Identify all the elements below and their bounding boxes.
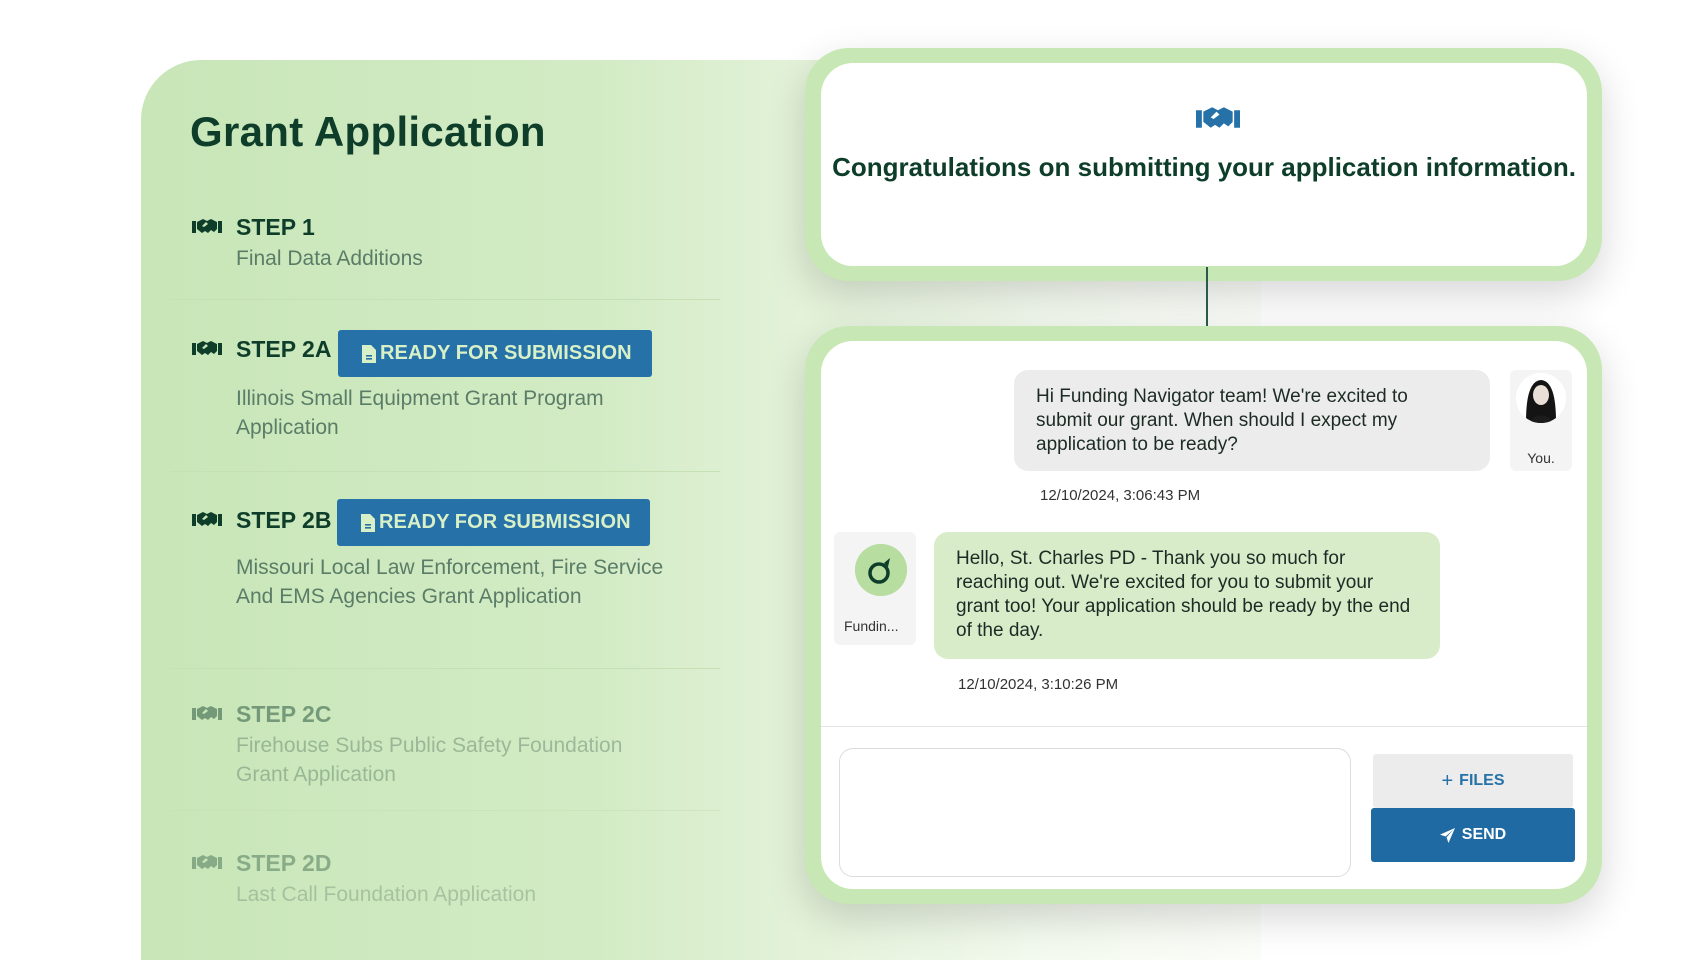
handshake-icon xyxy=(192,511,222,529)
divider xyxy=(170,668,720,669)
add-files-button[interactable] xyxy=(1373,754,1573,808)
user-avatar-block xyxy=(1510,370,1572,471)
step-description: Final Data Additions xyxy=(236,247,423,270)
page-title: Grant Application xyxy=(190,108,546,155)
user-avatar-icon xyxy=(1516,373,1566,423)
avatar xyxy=(1516,373,1566,423)
badge-label: READY FOR SUBMISSION xyxy=(380,342,632,364)
step-description: Illinois Small Equipment Grant Program Application xyxy=(236,387,604,439)
handshake-icon xyxy=(192,340,222,358)
handshake-icon xyxy=(1196,105,1240,133)
chat-card xyxy=(805,326,1602,904)
avatar xyxy=(855,544,907,596)
step-label: STEP 2B xyxy=(236,507,332,533)
step-label: STEP 2D xyxy=(236,850,332,876)
congrats-message: Congratulations on submitting your application information. xyxy=(832,152,1576,182)
ready-for-submission-badge[interactable] xyxy=(338,330,652,377)
document-icon xyxy=(361,514,375,532)
divider xyxy=(821,726,1587,727)
step-label: STEP 1 xyxy=(236,214,315,240)
funding-navigator-logo-icon xyxy=(855,544,907,596)
step-label: STEP 2C xyxy=(236,701,332,727)
user-name: You. xyxy=(1527,450,1555,466)
congrats-card-body xyxy=(821,63,1587,266)
divider xyxy=(170,471,720,472)
message-timestamp: 12/10/2024, 3:06:43 PM xyxy=(1040,487,1201,504)
chat-card-body xyxy=(821,341,1587,889)
send-button[interactable] xyxy=(1371,808,1575,862)
handshake-icon xyxy=(192,218,222,236)
bot-message-bubble: Hello, St. Charles PD - Thank you so much for reaching out. We're excited for you to submit your grant too! Your application should be ready by the end of the day. xyxy=(934,532,1440,659)
divider xyxy=(170,299,720,300)
bot-name: Fundin... xyxy=(844,618,899,634)
step-label: STEP 2A xyxy=(236,336,332,362)
files-label: FILES xyxy=(1459,772,1505,789)
message-timestamp: 12/10/2024, 3:10:26 PM xyxy=(958,676,1119,693)
document-icon xyxy=(362,345,376,363)
ready-for-submission-badge[interactable] xyxy=(337,499,650,546)
step-description: Missouri Local Law Enforcement, Fire Service And EMS Agencies Grant Application xyxy=(236,556,664,608)
congrats-card xyxy=(805,48,1602,281)
user-message-bubble: Hi Funding Navigator team! We're excited to submit our grant. When should I expect my application to be ready? xyxy=(1014,370,1490,471)
step-description: Firehouse Subs Public Safety Foundation Grant Application xyxy=(236,734,623,786)
bot-avatar-block xyxy=(834,532,916,645)
message-input[interactable] xyxy=(839,748,1351,877)
handshake-icon xyxy=(192,854,222,872)
badge-label: READY FOR SUBMISSION xyxy=(379,511,631,533)
plus-icon: + xyxy=(1441,769,1454,792)
send-label: SEND xyxy=(1461,826,1507,843)
step-description: Last Call Foundation Application xyxy=(236,883,537,906)
divider xyxy=(170,810,720,811)
paper-plane-icon xyxy=(1440,828,1455,843)
handshake-icon xyxy=(192,705,222,723)
